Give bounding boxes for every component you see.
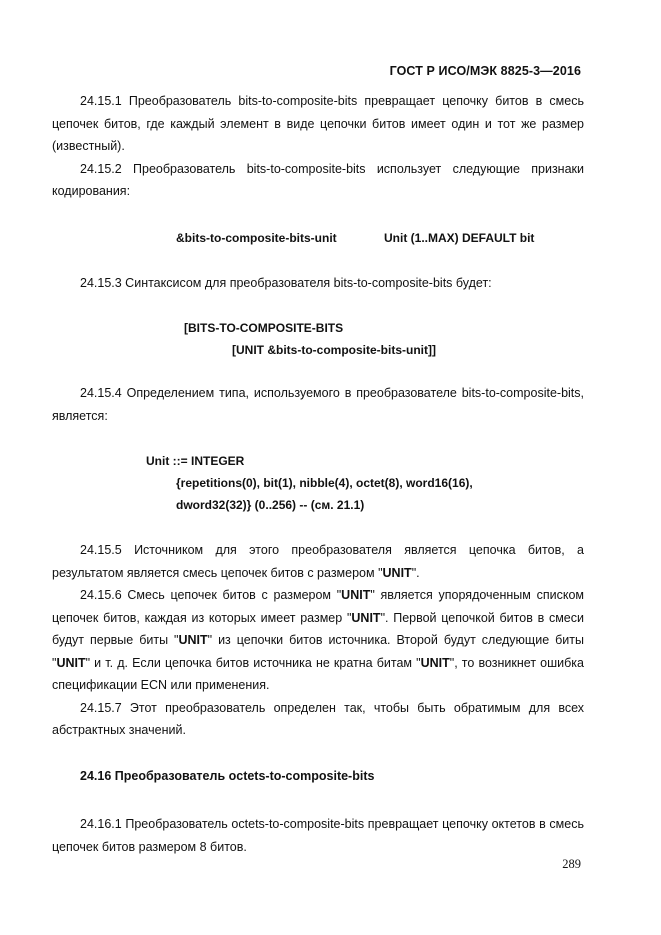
page-number: 289 xyxy=(562,857,581,871)
paragraph-24-15-3: 24.15.3 Синтаксисом для преобразователя bits-to-composite-bits будет: xyxy=(80,276,492,290)
syntax-line-1: [BITS-TO-COMPOSITE-BITS xyxy=(184,321,344,335)
paragraph-24-15-5: 24.15.5 Источником для этого преобразователя является цепочка битов, а результатом является смесь цепочек битов с размером "UNIT". xyxy=(52,543,584,580)
paragraph-24-15-7: 24.15.7 Этот преобразователь определен так, чтобы быть обратимым для всех абстрактных значений. xyxy=(52,700,584,737)
paragraph-24-15-2: 24.15.2 Преобразователь bits-to-composite-bits использует следующие признаки кодирования: xyxy=(52,161,584,198)
type-def-line-3: dword32(32)} (0..256) -- (см. 21.1) xyxy=(176,498,365,512)
type-def-line-2: {repetitions(0), bit(1), nibble(4), octet(8), word16(16), xyxy=(176,476,473,490)
section-heading-24-16: 24.16 Преобразователь octets-to-composite-bits xyxy=(80,769,375,783)
paragraph-block-1 xyxy=(52,90,584,203)
paragraph-block-5 xyxy=(52,813,584,858)
syntax-line-2: [UNIT &bits-to-composite-bits-unit]] xyxy=(232,343,436,357)
paragraph-block-4 xyxy=(52,539,584,742)
paragraph-block-3 xyxy=(52,382,584,427)
standard-header: ГОСТ Р ИСО/МЭК 8825-3—2016 xyxy=(389,64,581,78)
paragraph-24-15-6: 24.15.6 Смесь цепочек битов с размером "UNIT" является упорядоченным списком цепочек битов, каждая из которых имеет размер "UNIT". Первой цепочкой битов в смеси будут первые биты "UNIT" из цепочки битов источника. Второй будут следующие биты "UNIT" и т. д. Если цепочка битов источника не кратна битам "UNIT", то возникнет ошибка спецификации ECN или применения. xyxy=(52,588,584,692)
paragraph-24-15-4: 24.15.4 Определением типа, используемого в преобразователе bits-to-composite-bits, является: xyxy=(52,386,584,423)
encoding-property-type: Unit (1..MAX) DEFAULT bit xyxy=(384,231,535,245)
paragraph-block-2 xyxy=(52,272,584,295)
paragraph-24-15-1: 24.15.1 Преобразователь bits-to-composite-bits превращает цепочку битов в смесь цепочек битов, где каждый элемент в виде цепочки битов имеет один и тот же размер (известный). xyxy=(52,94,584,153)
encoding-property-name: &bits-to-composite-bits-unit xyxy=(176,231,337,245)
paragraph-24-16-1: 24.16.1 Преобразователь octets-to-composite-bits превращает цепочку октетов в смесь цепочек битов размером 8 битов. xyxy=(52,817,584,854)
type-def-line-1: Unit ::= INTEGER xyxy=(146,454,245,468)
